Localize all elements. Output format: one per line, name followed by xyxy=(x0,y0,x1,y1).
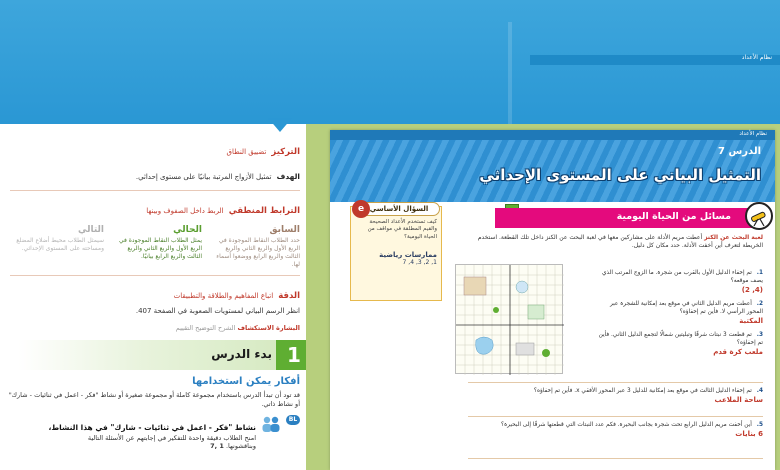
bl-badge: BL xyxy=(286,415,300,425)
step-item: البشارة xyxy=(276,324,300,333)
ideas-text: قد تود أن تبدأ الدرس باستخدام مجموعة كاملة أو مجموعة صغيرة أو نشاط "فكر - اعمل في ثنائيات - شارك" أو نشاط ذاتي. xyxy=(8,391,300,409)
question-item xyxy=(473,422,763,439)
rigor-text: انظر الرسم البياني لمستويات الصعوبة في الصفحة 407. xyxy=(135,306,300,315)
divider xyxy=(10,190,300,191)
essential-question-box xyxy=(350,206,442,301)
previous-column xyxy=(212,225,300,269)
telescope-icon xyxy=(745,202,773,230)
question-item xyxy=(593,301,763,326)
previous-text: حدد الطلاب النقاط الموجودة في الربع الأول والربع الثاني والربع الثالث والربع الرابع ووضعوا أسماء لها. xyxy=(216,236,300,269)
question-text: تم إخفاء الدليل الثالث في موقع بعد إمكانية للدليل 3 عبر المحور الأفقي x. فأين تم إخفاؤه؟ xyxy=(533,388,752,394)
lesson-steps xyxy=(10,324,300,332)
lesson-title: التمثيل البياني على المستوى الإحداثي xyxy=(479,166,761,184)
top-banner xyxy=(0,0,780,124)
question-text: تم قطعت 3 نبتات شرقًا وتبليتين شمالًا لتجمع الدليل الثاني. فأين تم إخفاؤه؟ xyxy=(598,332,763,346)
ideas-title: أفكار يمكن استخدامها xyxy=(192,376,300,387)
next-text: سيمثل الطلاب محيط أضلاع المضلع ومساحته على المستوى الإحداثي. xyxy=(16,236,104,252)
activity-title: نشاط "فكر - اعمل في ثنائيات - شارك" في هذا النشاط، xyxy=(48,423,256,433)
current-text: يمثل الطلاب النقاط الموجودة في الربع الأول والربع الثاني والربع الثالث والربع الرابع بيانيًا. xyxy=(118,236,202,260)
daily-life-bar xyxy=(495,208,765,228)
question-text: أعطت مريم الدليل الثاني في موقع بعد إمكانية للشجرة عبر المحور الرأسي لا. فأين تم إخفاؤه؟ xyxy=(609,301,763,315)
current-column xyxy=(114,225,202,269)
activity-block xyxy=(8,415,300,450)
focus-value: تضييق النطاق xyxy=(226,148,267,156)
question-number: 5. xyxy=(756,422,763,428)
question-number: 1. xyxy=(756,270,763,276)
question-answer: ساحة الملاعب xyxy=(714,395,763,404)
essential-question-text: كيف تستخدم الأعداد الصحيحة والقيم المطلقة في مواقف من الحياة اليومية؟ xyxy=(367,219,437,240)
banner-fold xyxy=(508,22,512,124)
question-number: 2. xyxy=(756,301,763,308)
question-number: 3. xyxy=(756,332,763,339)
page-ref: 1 ,7 xyxy=(210,442,224,451)
student-book-page xyxy=(330,130,775,470)
next-column xyxy=(16,225,104,269)
next-title: التالي xyxy=(77,224,104,235)
intro-label: لعبة البحث عن الكنز xyxy=(704,234,763,241)
coherence-value: الربط داخل الصفوف وبينها xyxy=(146,207,224,216)
question-answer: ملعب كرة قدم xyxy=(713,347,763,356)
question-item xyxy=(593,332,763,357)
question-text: تم إخفاء الدليل الأول بالقرب من شجرة. ما الزوج المرتب الذي يصف موقعه؟ xyxy=(602,270,763,284)
activity-desc: امنح الطلاب دقيقة واحدة للتفكير في إجابتهم عن الأسئلة التالية xyxy=(87,434,256,443)
question-item xyxy=(473,388,763,405)
step-item: الاستكشاف xyxy=(237,324,274,333)
ideas-section xyxy=(8,376,300,450)
rigor-value: اتباع المفاهيم والطلاقة والتطبيقات xyxy=(173,292,274,301)
previous-title: السابق xyxy=(269,224,300,235)
banner-notch xyxy=(268,118,292,132)
daily-life-title: مسائل من الحياة اليومية xyxy=(616,211,731,222)
focus-row xyxy=(10,138,300,160)
questions-list xyxy=(593,270,763,363)
step-item: التوضيح xyxy=(195,324,216,333)
treasure-hunt-intro xyxy=(468,234,763,251)
coherence-row xyxy=(10,197,300,219)
question-answer: المكتبة xyxy=(739,316,763,325)
activity-text xyxy=(48,415,256,450)
book-top-tag: نظام الأعداد xyxy=(739,131,767,137)
coherence-columns xyxy=(10,225,300,269)
goal-value: تمثيل الأزواج المرتبة بيانيًا على مستوى إحداثي. xyxy=(135,172,272,181)
book-top-bar xyxy=(330,130,775,140)
rigor-label: الدقة xyxy=(278,291,300,302)
step-item: الشرح xyxy=(218,324,236,333)
question-divider xyxy=(468,382,763,383)
banner-lesson-tag: نظام الأعداد xyxy=(741,54,772,61)
question-number: 4. xyxy=(756,388,763,394)
essential-question-badge: e xyxy=(352,200,370,218)
focus-label: التركيز xyxy=(271,147,300,157)
rigor-row xyxy=(10,282,300,304)
question-answer: (4, 2) xyxy=(741,285,763,294)
math-practices-title: ممارسات رياضية xyxy=(379,251,437,260)
goal-row xyxy=(10,163,300,185)
activity-desc-2-text: وبناقشونها. xyxy=(225,442,256,451)
question-text: أين أخفت مريم الدليل الرابع تحت شجرة بجانب البحيرة. فكم عدد النبتات التي قطعتها شرقًا إلى البحيرة؟ xyxy=(501,422,752,428)
math-practices-numbers: 1, 2, 3, 4, 7 xyxy=(402,259,437,267)
grid-svg xyxy=(456,265,564,375)
goal-label: الهدف xyxy=(276,171,300,181)
coordinate-grid-map xyxy=(455,264,563,374)
question-answer: 6 بنايات xyxy=(735,429,763,438)
start-lesson-number: 1 xyxy=(276,340,312,370)
start-lesson-title: بدء الدرس xyxy=(211,347,272,361)
people-icon xyxy=(260,415,282,433)
activity-desc-2 xyxy=(48,442,256,450)
current-title: الحالي xyxy=(173,224,202,235)
essential-question-tab: السؤال الأساسي xyxy=(358,202,440,216)
coherence-label: الترابط المنطقي xyxy=(228,206,300,217)
step-item: التقييم xyxy=(175,324,194,333)
question-divider xyxy=(468,416,763,417)
question-divider xyxy=(468,458,763,459)
question-item xyxy=(593,270,763,295)
intro-text: أعطت مريم الأدلة على مشاركين معها في لعبة البحث عن الكنز داخل تلك القطعة. استخدم الخريطة لتعرف أين أخفت الأدلة. حدد مكان كل دليل. xyxy=(477,234,763,250)
divider xyxy=(10,275,300,276)
lesson-number: الدرس 7 xyxy=(718,146,761,157)
